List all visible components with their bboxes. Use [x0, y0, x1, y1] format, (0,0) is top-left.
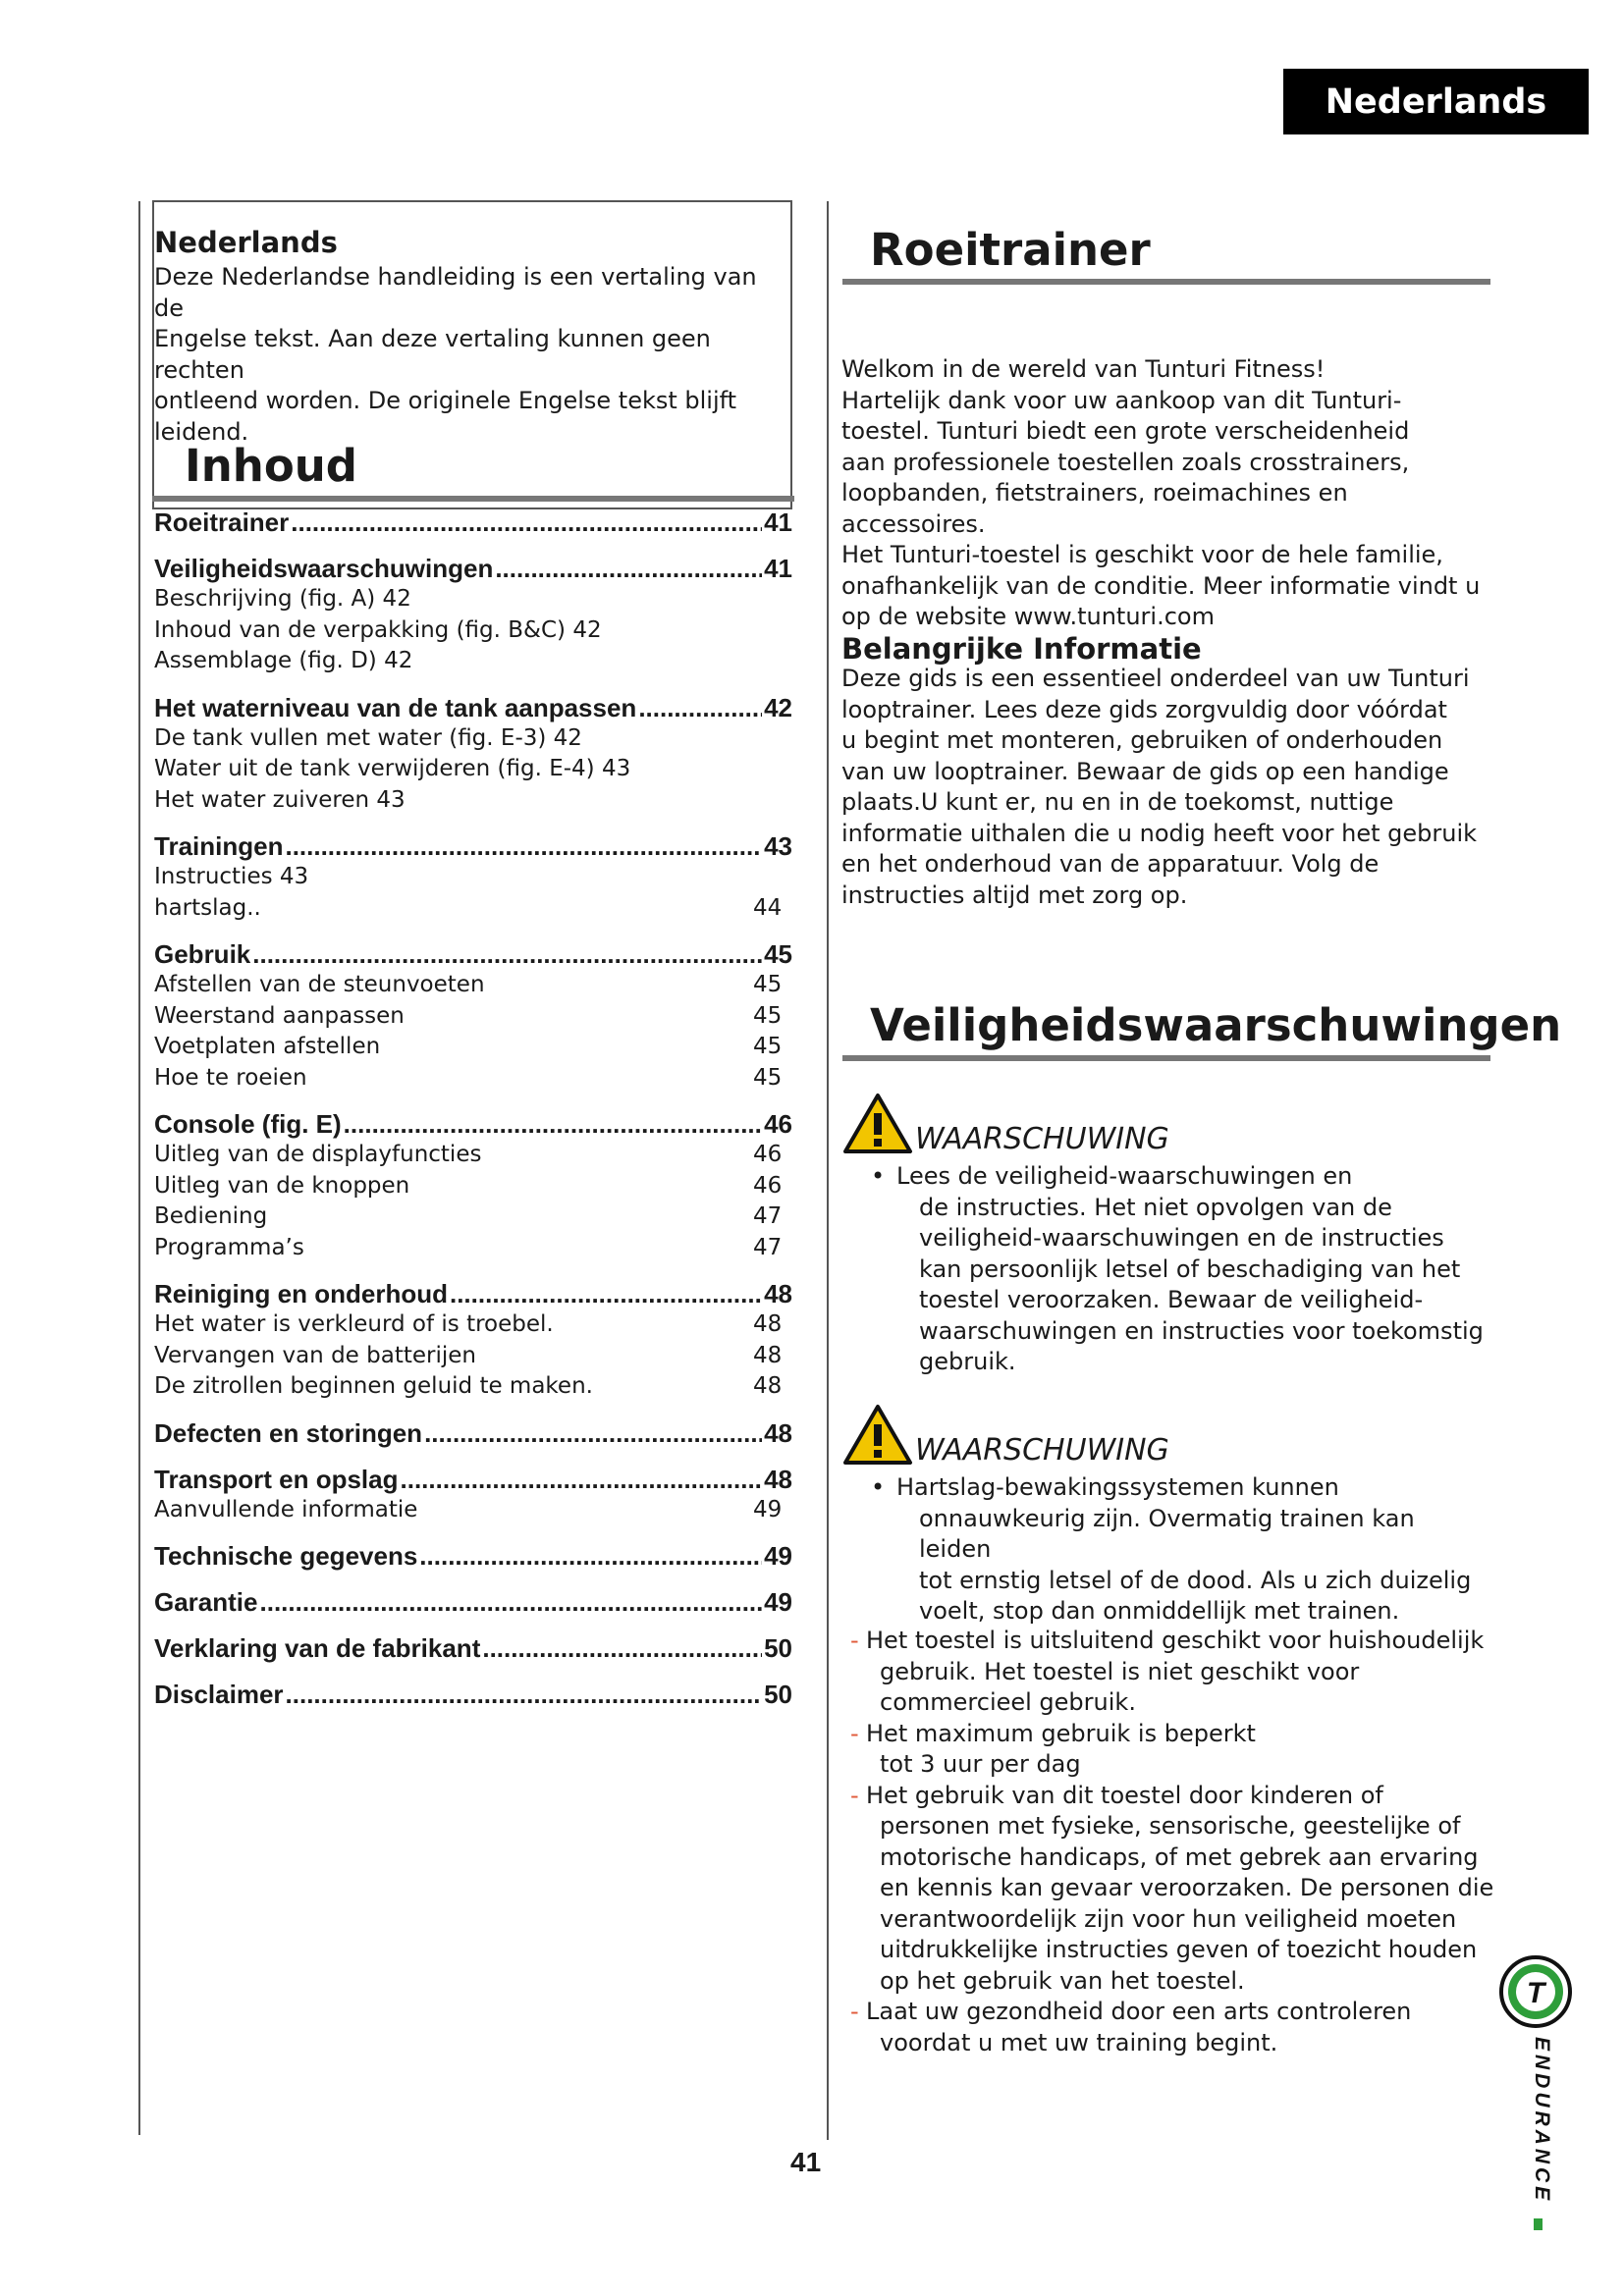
dash-marker: - [850, 1998, 859, 2025]
list-item [850, 1781, 1498, 1998]
list-item-line: op het gebruik van het toestel. [880, 1966, 1245, 1995]
warning-line: veiligheid-waarschuwingen en de instructies [919, 1224, 1444, 1252]
toc-subentry[interactable] [154, 584, 792, 615]
toc-entry-title: Gebruik [154, 939, 251, 969]
welcome-line: loopbanden, fietstrainers, roeimachines en accessoires. [841, 479, 1348, 538]
toc-subentry-title: Het water is verkleurd of is troebel. [154, 1311, 554, 1337]
info-line: instructies altijd met zorg op. [841, 881, 1188, 909]
info-line: informatie uithalen die u nodig heeft voor het gebruik [841, 819, 1478, 847]
toc-section [154, 1108, 792, 1263]
toc-entry[interactable] [154, 692, 792, 723]
toc-entry-page: 48 [764, 1464, 792, 1494]
toc-subentry[interactable] [154, 1371, 792, 1403]
toc-leader-dots [482, 1632, 762, 1664]
toc-subentry-page [753, 723, 792, 755]
toc-leader-dots [495, 553, 762, 584]
toc-entry-page: 46 [764, 1109, 792, 1139]
toc-entry[interactable] [154, 1632, 792, 1664]
toc-subentry-page: 47 [753, 1203, 783, 1229]
toc-entry[interactable] [154, 1278, 792, 1309]
bullet-icon: • [871, 1162, 886, 1190]
list-item-line: en kennis kan gevaar veroorzaken. De personen die [880, 1874, 1494, 1901]
welcome-line: toestel. Tunturi biedt een grote verscheidenheid [841, 417, 1410, 445]
toc-subentry-title: Beschrijving (fig. A) 42 [154, 586, 411, 612]
toc-entry-title: Defecten en storingen [154, 1417, 423, 1448]
bullet-icon: • [871, 1473, 886, 1501]
toc-title-rule [152, 496, 794, 502]
toc-subentry-page: 45 [753, 972, 783, 997]
toc-subentry[interactable] [154, 1032, 792, 1063]
important-info-title: Belangrijke Informatie [841, 632, 1202, 666]
toc-subentry-page [753, 754, 792, 785]
toc-entry-page: 50 [764, 1633, 792, 1663]
intro-line: Deze Nederlandse handleiding is een vertaling van de [154, 263, 757, 322]
warning-line: tot ernstig letsel of de dood. Als u zich duizelig [919, 1566, 1472, 1594]
toc-entry[interactable] [154, 1108, 792, 1140]
info-line: Deze gids is een essentieel onderdeel van uw Tunturi [841, 665, 1470, 692]
intro-line: Engelse tekst. Aan deze vertaling kunnen geen rechten [154, 325, 711, 384]
list-item-line: voordat u met uw training begint. [880, 2028, 1278, 2056]
intro-line: leidend. [154, 417, 249, 446]
warning-line: gebruik. [919, 1348, 1016, 1375]
list-item [850, 1626, 1498, 1719]
warning-2-text [896, 1472, 1486, 1628]
toc-subentry[interactable] [154, 615, 792, 647]
toc-entry-title: Verklaring van de fabrikant [154, 1633, 481, 1663]
toc-section [154, 553, 792, 677]
toc-leader-dots [419, 1540, 762, 1572]
welcome-text [841, 354, 1489, 633]
toc-entry-page: 41 [764, 507, 792, 537]
toc-subentry[interactable] [154, 1063, 792, 1095]
toc-subentry-page: 44 [753, 894, 783, 921]
toc-entry-title: Disclaimer [154, 1680, 284, 1709]
list-item-line: uitdrukkelijke instructies geven of toezicht houden [880, 1936, 1478, 1963]
warning-line: waarschuwingen en instructies voor toekomstig [919, 1316, 1484, 1345]
welcome-line: Welkom in de wereld van Tunturi Fitness! [841, 355, 1326, 383]
toc-leader-dots [638, 692, 762, 723]
roeitrainer-title: Roeitrainer [870, 224, 1151, 276]
toc-leader-dots [450, 1278, 762, 1309]
list-item-line: tot 3 uur per dag [880, 1750, 1081, 1778]
toc-subentry-page [753, 615, 792, 647]
toc-subentry-title: Uitleg van de knoppen [154, 1172, 410, 1199]
toc-entry[interactable] [154, 1586, 792, 1618]
list-item-line: motorische handicaps, of met gebrek aan ervaring [880, 1842, 1479, 1871]
toc-subentry[interactable] [154, 785, 792, 817]
toc-subentry[interactable] [154, 1140, 792, 1171]
toc-leader-dots [260, 1586, 763, 1618]
toc-subentry-title: Programma’s [154, 1234, 304, 1260]
toc-entry-page: 48 [764, 1279, 792, 1308]
toc-subentry-page [753, 584, 792, 615]
list-item-line: Het gebruik van dit toestel door kinderen of [866, 1781, 1383, 1809]
toc-leader-dots [424, 1417, 762, 1449]
welcome-line: onafhankelijk van de conditie. Meer informatie vindt u [841, 571, 1481, 600]
dash-marker: - [850, 1627, 859, 1654]
toc-entry[interactable] [154, 1417, 792, 1449]
list-item-line: verantwoordelijk zijn voor hun veiligheid moeten [880, 1904, 1457, 1933]
toc-entry-title: Reiniging en onderhoud [154, 1279, 448, 1308]
toc-subentry-title: Vervangen van de batterijen [154, 1342, 476, 1368]
list-item-line: Laat uw gezondheid door een arts controleren [866, 1998, 1412, 2025]
toc-subentry-page [753, 862, 792, 893]
toc-entry[interactable] [154, 553, 792, 584]
toc-entry-page: 43 [764, 831, 792, 861]
warning-line: de instructies. Het niet opvolgen van de [919, 1193, 1392, 1221]
warning-2-heading [842, 1403, 1169, 1466]
toc-entry-page: 41 [764, 554, 792, 583]
list-item-text [866, 1997, 1498, 2058]
list-item-line: Het maximum gebruik is beperkt [866, 1719, 1256, 1747]
toc-subentry-title: Water uit de tank verwijderen (fig. E-4) 43 [154, 756, 631, 781]
warning-line: Lees de veiligheid-waarschuwingen en [896, 1162, 1353, 1190]
page-number: 41 [790, 2147, 822, 2177]
info-line: looptrainer. Lees deze gids zorgvuldig door vóórdat [841, 695, 1447, 723]
toc-section [154, 1417, 792, 1449]
toc-subentry-title: De zitrollen beginnen geluid te maken. [154, 1373, 593, 1399]
toc-section [154, 1540, 792, 1572]
left-column-divider [138, 201, 140, 2135]
list-item-line: gebruik. Het toestel is niet geschikt voor [880, 1657, 1360, 1685]
toc-subentry[interactable] [154, 1309, 792, 1341]
toc-entry[interactable] [154, 1679, 792, 1710]
toc-leader-dots [286, 1679, 763, 1710]
toc-entry-page: 45 [764, 939, 792, 969]
list-item [850, 1719, 1498, 1781]
tunturi-logo-icon [1497, 1953, 1574, 2030]
toc-section [154, 830, 792, 924]
toc-subentry-title: Assemblage (fig. D) 42 [154, 648, 413, 673]
language-tab: Nederlands [1283, 69, 1589, 134]
toc-leader-dots [285, 830, 762, 862]
toc-section [154, 1679, 792, 1710]
toc-entry[interactable] [154, 1464, 792, 1495]
toc-subentry-page: 45 [753, 1002, 783, 1029]
toc-entry-page: 48 [764, 1417, 792, 1448]
toc-subentry-page: 45 [753, 1064, 783, 1091]
info-line: van uw looptrainer. Bewaar de gids op een handige [841, 757, 1449, 785]
right-column-divider [827, 201, 829, 2140]
safety-title: Veiligheidswaarschuwingen [870, 999, 1562, 1051]
toc-subentry-page: 46 [753, 1142, 783, 1167]
toc-entry[interactable] [154, 830, 792, 862]
toc-section [154, 692, 792, 817]
toc-subentry[interactable] [154, 1495, 792, 1526]
toc-subentry-title: Aanvullende informatie [154, 1496, 418, 1522]
toc-subentry-page: 45 [753, 1034, 783, 1059]
toc-leader-dots [252, 938, 762, 970]
toc-subentry-title: Afstellen van de steunvoeten [154, 972, 485, 997]
toc-section [154, 938, 792, 1094]
toc-subentry-title: Bediening [154, 1203, 268, 1229]
warning-line: voelt, stop dan onmiddellijk met trainen. [919, 1597, 1400, 1625]
welcome-line: Het Tunturi-toestel is geschikt voor de hele familie, [841, 541, 1443, 568]
toc-subentry-title: Voetplaten afstellen [154, 1034, 381, 1059]
toc-subentry-page [753, 646, 792, 677]
list-item-text [866, 1719, 1498, 1781]
toc-entry-title: Trainingen [154, 831, 284, 861]
toc-entry[interactable] [154, 938, 792, 970]
toc-subentry-page: 48 [753, 1373, 783, 1399]
important-info-text [841, 664, 1489, 911]
intro-text [154, 262, 790, 448]
toc-leader-dots [344, 1108, 762, 1140]
welcome-line: Hartelijk dank voor uw aankoop van dit Tunturi- [841, 386, 1402, 414]
toc-section [154, 1632, 792, 1664]
toc-leader-dots [401, 1464, 763, 1495]
toc-subentry[interactable] [154, 1001, 792, 1033]
welcome-line: op de website www.tunturi.com [841, 603, 1215, 630]
warning-1-label: WAARSCHUWING [915, 1122, 1169, 1156]
list-item-text [866, 1626, 1498, 1719]
toc-subentry-page: 49 [753, 1496, 783, 1522]
toc-subentry-title: Instructies 43 [154, 864, 309, 889]
toc-subentry-page: 48 [753, 1311, 783, 1337]
warning-line: toestel veroorzaken. Bewaar de veiligheid- [919, 1286, 1424, 1313]
list-item-text [866, 1781, 1498, 1998]
info-line: plaats.U kunt er, nu en in de toekomst, nuttige [841, 788, 1394, 816]
intro-title: Nederlands [154, 226, 338, 259]
warning-line: kan persoonlijk letsel of beschadiging van het [919, 1255, 1461, 1283]
toc-entry-page: 50 [764, 1680, 792, 1709]
warning-triangle-icon [842, 1403, 913, 1466]
toc-section [154, 1586, 792, 1618]
table-of-contents [154, 507, 792, 1725]
toc-subentry-title: De tank vullen met water (fig. E-3) 42 [154, 724, 582, 751]
toc-leader-dots [291, 507, 762, 538]
toc-entry[interactable] [154, 507, 792, 538]
toc-entry-page: 49 [764, 1541, 792, 1571]
welcome-line: aan professionele toestellen zoals crosstrainers, [841, 448, 1410, 476]
toc-subentry[interactable] [154, 862, 792, 893]
toc-entry-page: 49 [764, 1587, 792, 1617]
toc-entry-page: 42 [764, 692, 792, 722]
warning-line: onnauwkeurig zijn. Overmatig trainen kan leiden [919, 1504, 1415, 1563]
toc-subentry-page: 46 [753, 1172, 783, 1199]
toc-entry-title: Roeitrainer [154, 507, 290, 537]
logo-letter: T [1526, 1977, 1545, 2009]
toc-entry-title: Het waterniveau van de tank aanpassen [154, 692, 637, 722]
toc-subentry[interactable] [154, 754, 792, 785]
toc-subentry[interactable] [154, 1341, 792, 1372]
list-item-line: personen met fysieke, sensorische, geestelijke of [880, 1812, 1461, 1840]
list-item-line: Het toestel is uitsluitend geschikt voor huishoudelijk [866, 1627, 1485, 1654]
safety-rule [842, 1055, 1490, 1061]
toc-title: Inhoud [185, 440, 357, 492]
toc-subentry-page [753, 785, 792, 817]
dash-marker: - [850, 1781, 859, 1809]
toc-subentry[interactable] [154, 1201, 792, 1233]
toc-subentry[interactable] [154, 1171, 792, 1202]
info-line: u begint met monteren, gebruiken of onderhouden [841, 726, 1443, 754]
toc-subentry-title: hartslag.. [154, 894, 261, 921]
brand-bar [1534, 2218, 1543, 2230]
toc-subentry-title: Inhoud van de verpakking (fig. B&C) 42 [154, 616, 602, 643]
intro-line: ontleend worden. De originele Engelse tekst blijft [154, 387, 737, 414]
toc-subentry-page: 47 [753, 1234, 783, 1260]
list-item-line: commercieel gebruik. [880, 1688, 1136, 1716]
toc-entry-title: Technische gegevens [154, 1541, 418, 1571]
toc-subentry[interactable] [154, 646, 792, 677]
toc-entry-title: Transport en opslag [154, 1464, 399, 1494]
safety-dash-list [850, 1626, 1498, 2058]
toc-subentry[interactable] [154, 723, 792, 755]
toc-entry[interactable] [154, 1540, 792, 1572]
toc-section [154, 1278, 792, 1403]
toc-section [154, 1464, 792, 1526]
toc-entry-title: Garantie [154, 1587, 258, 1617]
info-line: en het onderhoud van de apparatuur. Volg de [841, 850, 1380, 878]
toc-subentry[interactable] [154, 970, 792, 1001]
warning-triangle-icon [842, 1092, 913, 1154]
toc-subentry-title: Hoe te roeien [154, 1064, 307, 1091]
list-item [850, 1997, 1498, 2058]
toc-subentry[interactable] [154, 893, 792, 925]
dash-marker: - [850, 1719, 859, 1747]
toc-section [154, 507, 792, 538]
toc-subentry-title: Weerstand aanpassen [154, 1002, 405, 1029]
brand-name: ENDURANCE [1531, 2037, 1553, 2205]
warning-2-label: WAARSCHUWING [915, 1433, 1169, 1468]
toc-subentry[interactable] [154, 1233, 792, 1264]
warning-1-text [896, 1161, 1486, 1378]
toc-subentry-title: Het water zuiveren 43 [154, 786, 406, 813]
toc-subentry-title: Uitleg van de displayfuncties [154, 1142, 482, 1167]
toc-entry-title: Veiligheidswaarschuwingen [154, 554, 494, 583]
toc-entry-title: Console (fig. E) [154, 1109, 342, 1139]
warning-line: Hartslag-bewakingssystemen kunnen [896, 1473, 1339, 1501]
toc-subentry-page: 48 [753, 1342, 783, 1368]
roeitrainer-rule [842, 279, 1490, 285]
warning-1-heading [842, 1092, 1169, 1154]
